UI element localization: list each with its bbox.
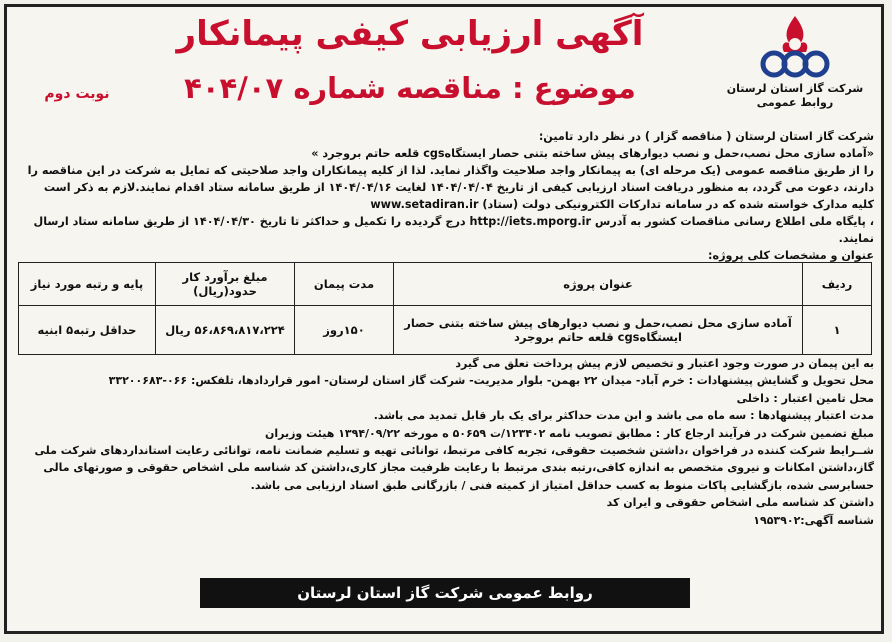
cell-duration: ۱۵۰روز: [295, 306, 394, 355]
table-row: [19, 306, 872, 355]
logo-department: روابط عمومی: [756, 96, 834, 109]
intro-line-3: را از طریق مناقصه عمومی (یک مرحله ای) به پیمانکار واجد صلاحیت واگذار نماید. لذا از کلیه پیمانکاران واجد صلاحیتی که تمایل به شرکت در این مناقصه را دارند، دعوت می گردد، به منظور دریافت اسناد ارزیابی کیفی از تاریخ ۱۴۰۴/۰۴/۰۴ لغایت ۱۴۰۴/۰۴/۱۶ از طریق سامانه ستاد اقدام نمایند.لازم به ذکر است کلیه مدارک خواسته شده که در سامانه تدارکات الکترونیکی دولت (ستاد) www.setadiran.ir: [27, 164, 874, 211]
header-required-grade: پایه و رتبه مورد نیاز: [19, 263, 156, 306]
cell-estimated-amount: ۵۶،۸۶۹،۸۱۷،۲۲۴ ریال: [156, 306, 295, 355]
company-logo: [710, 10, 880, 122]
detail-guarantee-amount: مبلغ تضمین شرکت در فرآیند ارجاع کار : مطابق تصویب نامه ۱۲۳۴۰۲/ت ۵۰۶۵۹ ه مورخه ۱۳۹۴/۰۹/۲۲ هیئت وزیران: [264, 426, 874, 440]
cell-required-grade: حداقل رتبه۵ ابنیه: [19, 306, 156, 355]
intro-line-1: شرکت گاز استان لرستان ( مناقصه گزار ) در نظر دارد تامین:: [538, 130, 874, 143]
detail-notice-id: شناسه آگهی:۱۹۵۳۹۰۲: [753, 513, 874, 527]
header-estimated-amount: مبلغ برآورد کار حدود(ریال): [156, 263, 295, 306]
notice-subtitle: موضوع : مناقصه شماره ۴۰۴/۰۷: [184, 71, 636, 105]
detail-national-id: داشتن کد شناسه ملی اشخاص حقوقی و ایران کد: [606, 496, 874, 510]
gas-flame-logo-icon: [740, 10, 850, 82]
footer-banner: روابط عمومی شرکت گاز استان لرستان: [200, 578, 690, 608]
round-label: نوبت دوم: [44, 86, 110, 102]
detail-funding-source: محل تامین اعتبار : داخلی: [736, 391, 874, 405]
cell-project-title: آماده سازی محل نصب،حمل و نصب دیوارهای پیش ساخته بتنی حصار ایستگاهcgs قلعه حاتم بروجرد: [394, 306, 803, 355]
detail-proposal-validity: مدت اعتبار پیشنهادها : سه ماه می باشد و این مدت حداکثر برای یک بار قابل تمدید می باشد.: [373, 409, 874, 423]
header-project-title: عنوان پروژه: [394, 263, 803, 306]
header-duration: مدت پیمان: [295, 263, 394, 306]
logo-company-name: شرکت گاز استان لرستان: [726, 82, 864, 95]
intro-line-2: «آماده سازی محل نصب،حمل و نصب دیوارهای پیش ساخته بتنی حصار ایستگاهcgs قلعه حاتم بروجرد »: [311, 147, 874, 160]
table-header-row: [19, 263, 872, 306]
header-row-number: ردیف: [803, 263, 872, 306]
detail-prepayment: به این پیمان در صورت وجود اعتبار و تخصیص لازم پیش پرداخت تعلق می گیرد: [455, 357, 874, 370]
intro-line-5: عنوان و مشخصات کلی پروژه:: [707, 249, 874, 262]
intro-line-4: ، پایگاه ملی اطلاع رسانی مناقصات کشور به آدرس http://iets.mporg.ir درج گردیده را تکمیل و حداکثر تا تاریخ ۱۴۰۴/۰۴/۳۰ از طریق سامانه ستاد ارسال نمایند.: [33, 215, 874, 245]
detail-participant-conditions: شــرایط شرکت کننده در فراخوان ،داشتن شخصیت حقوقی، تجربه کافی مرتبط، توانائی تهیه و تسلیم ضمانت نامه، توانائی رعایت استانداردهای شرکت ملی گاز،داشتن امکانات و نیروی متخصص به اندازه کافی،رتبه بندی مرتبط با رعایت ظرفیت مجاز کاری،داشتن کد شناسه ملی اشخاص حقوقی و صورتهای مالی حسابرسی شده، بازگشایی پاکات منوط به کسب حداقل امتیاز از کمیته فنی / بازرگانی طبق اسناد ارزیابی می باشد.: [34, 444, 874, 492]
details-section: [22, 355, 874, 529]
detail-delivery-location: محل تحویل و گشایش پیشنهادات : خرم آباد- میدان ۲۲ بهمن- بلوار مدیریت- شرکت گاز استان لرستان- امور قراردادها، تلفکس: ۰۶۶-۳۳۲۰۰۶۸۳: [108, 374, 874, 388]
notice-title: آگهی ارزیابی کیفی پیمانکار: [176, 14, 644, 54]
cell-row-number: ۱: [803, 306, 872, 355]
intro-section: [22, 128, 874, 264]
project-table: [18, 262, 872, 355]
